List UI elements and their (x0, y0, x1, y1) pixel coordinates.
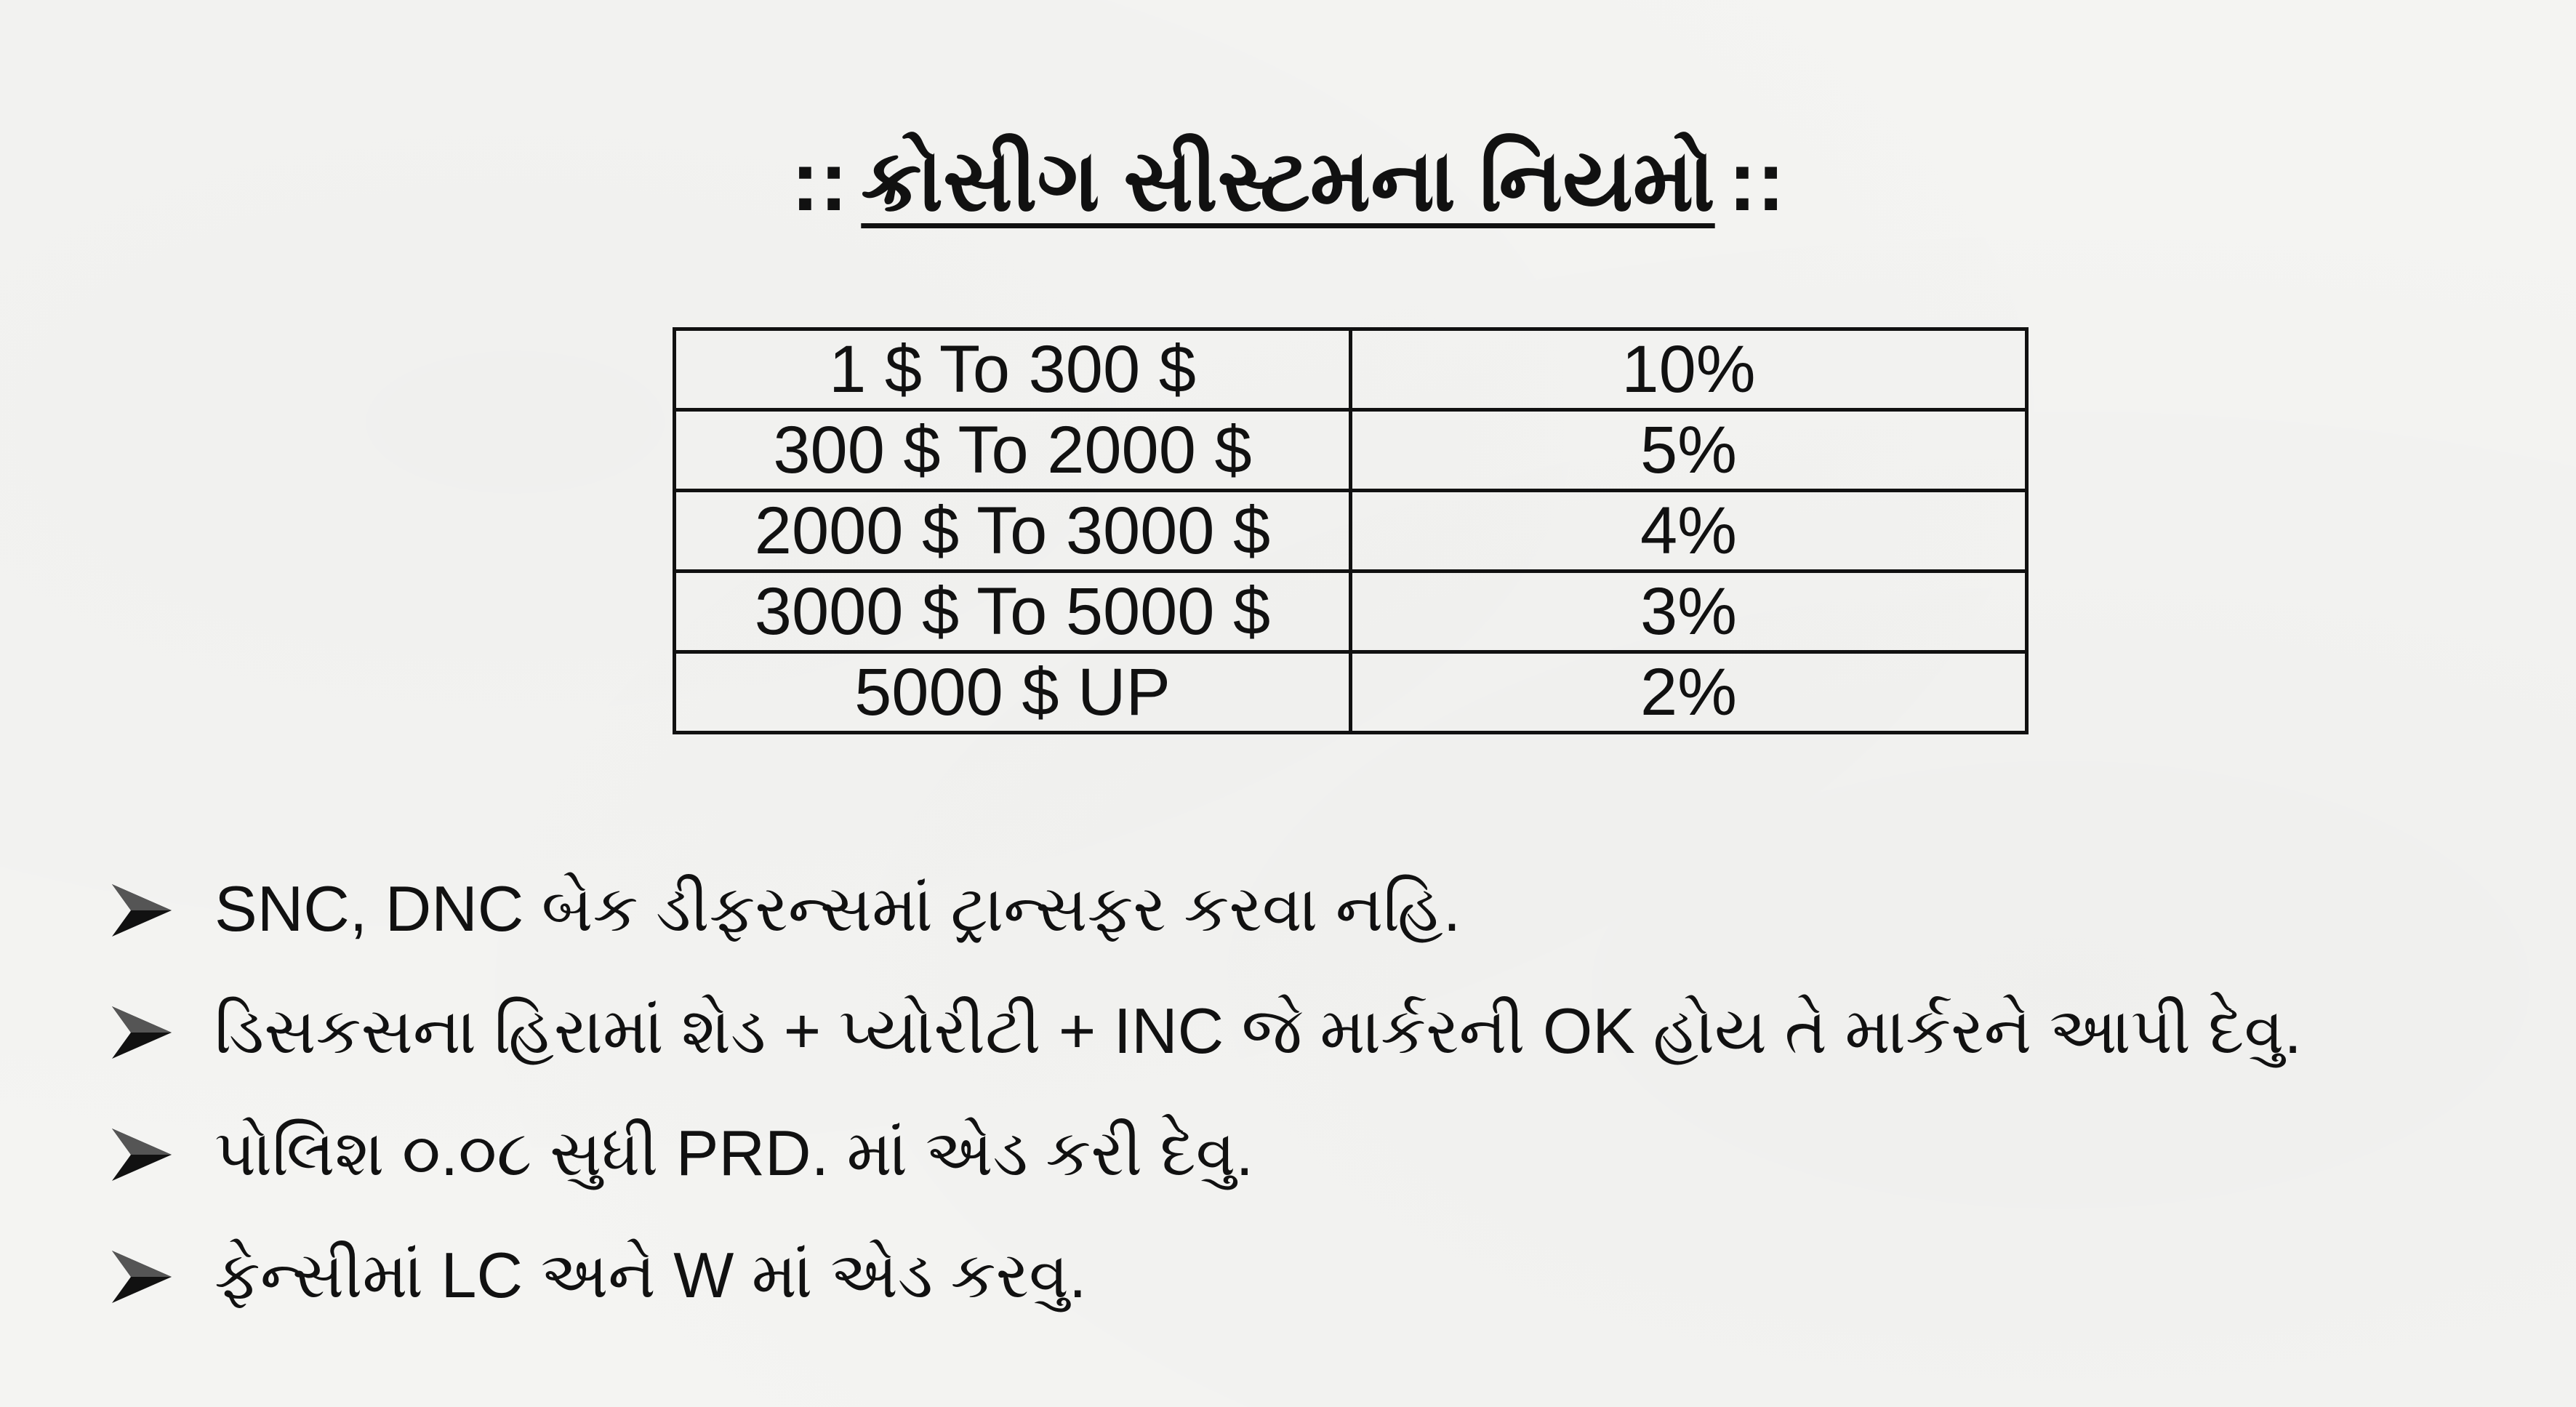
arrow-bullet-icon (109, 1248, 174, 1306)
title-text: ક્રોસીગ સીસ્ટમના નિયમો (861, 133, 1715, 229)
title-prefix: :: (790, 133, 848, 229)
arrow-bullet-icon (109, 881, 174, 939)
arrow-bullet-icon (109, 1126, 174, 1184)
rule-text: ફેન્સીમાં LC અને W માં એડ કરવુ. (214, 1239, 1087, 1311)
list-item (109, 987, 2508, 1110)
range-cell: 300 $ To 2000 $ (675, 410, 1351, 491)
commission-rate-table (673, 327, 2029, 734)
rate-cell: 10% (1351, 329, 2027, 410)
rate-cell: 2% (1351, 652, 2027, 733)
rule-text: ડિસકસના હિરામાં શેડ + પ્યોરીટી + INC જે માર્કરની OK હોય તે માર્કરને આપી દેવુ. (214, 995, 2302, 1067)
rule-text: SNC, DNC બેક ડીફરન્સમાં ટ્રાન્સફર કરવા નહિ. (214, 873, 1461, 945)
range-cell: 3000 $ To 5000 $ (675, 572, 1351, 652)
table-row (675, 410, 2027, 491)
arrow-bullet-icon (109, 1003, 174, 1062)
list-item (109, 1232, 2508, 1354)
rate-cell: 3% (1351, 572, 2027, 652)
range-cell: 2000 $ To 3000 $ (675, 491, 1351, 572)
table-row (675, 329, 2027, 410)
list-item (109, 1110, 2508, 1232)
range-cell: 5000 $ UP (675, 652, 1351, 733)
title-suffix: :: (1728, 133, 1786, 229)
page-title (0, 135, 2576, 229)
rule-text: પોલિશ ૦.૦૮ સુધી PRD. માં એડ કરી દેવુ. (214, 1117, 1253, 1189)
table-row (675, 652, 2027, 733)
table-row (675, 491, 2027, 572)
list-item (109, 865, 2508, 987)
range-cell: 1 $ To 300 $ (675, 329, 1351, 410)
rate-cell: 4% (1351, 491, 2027, 572)
table-row (675, 572, 2027, 652)
rate-cell: 5% (1351, 410, 2027, 491)
rules-list (109, 865, 2508, 1354)
